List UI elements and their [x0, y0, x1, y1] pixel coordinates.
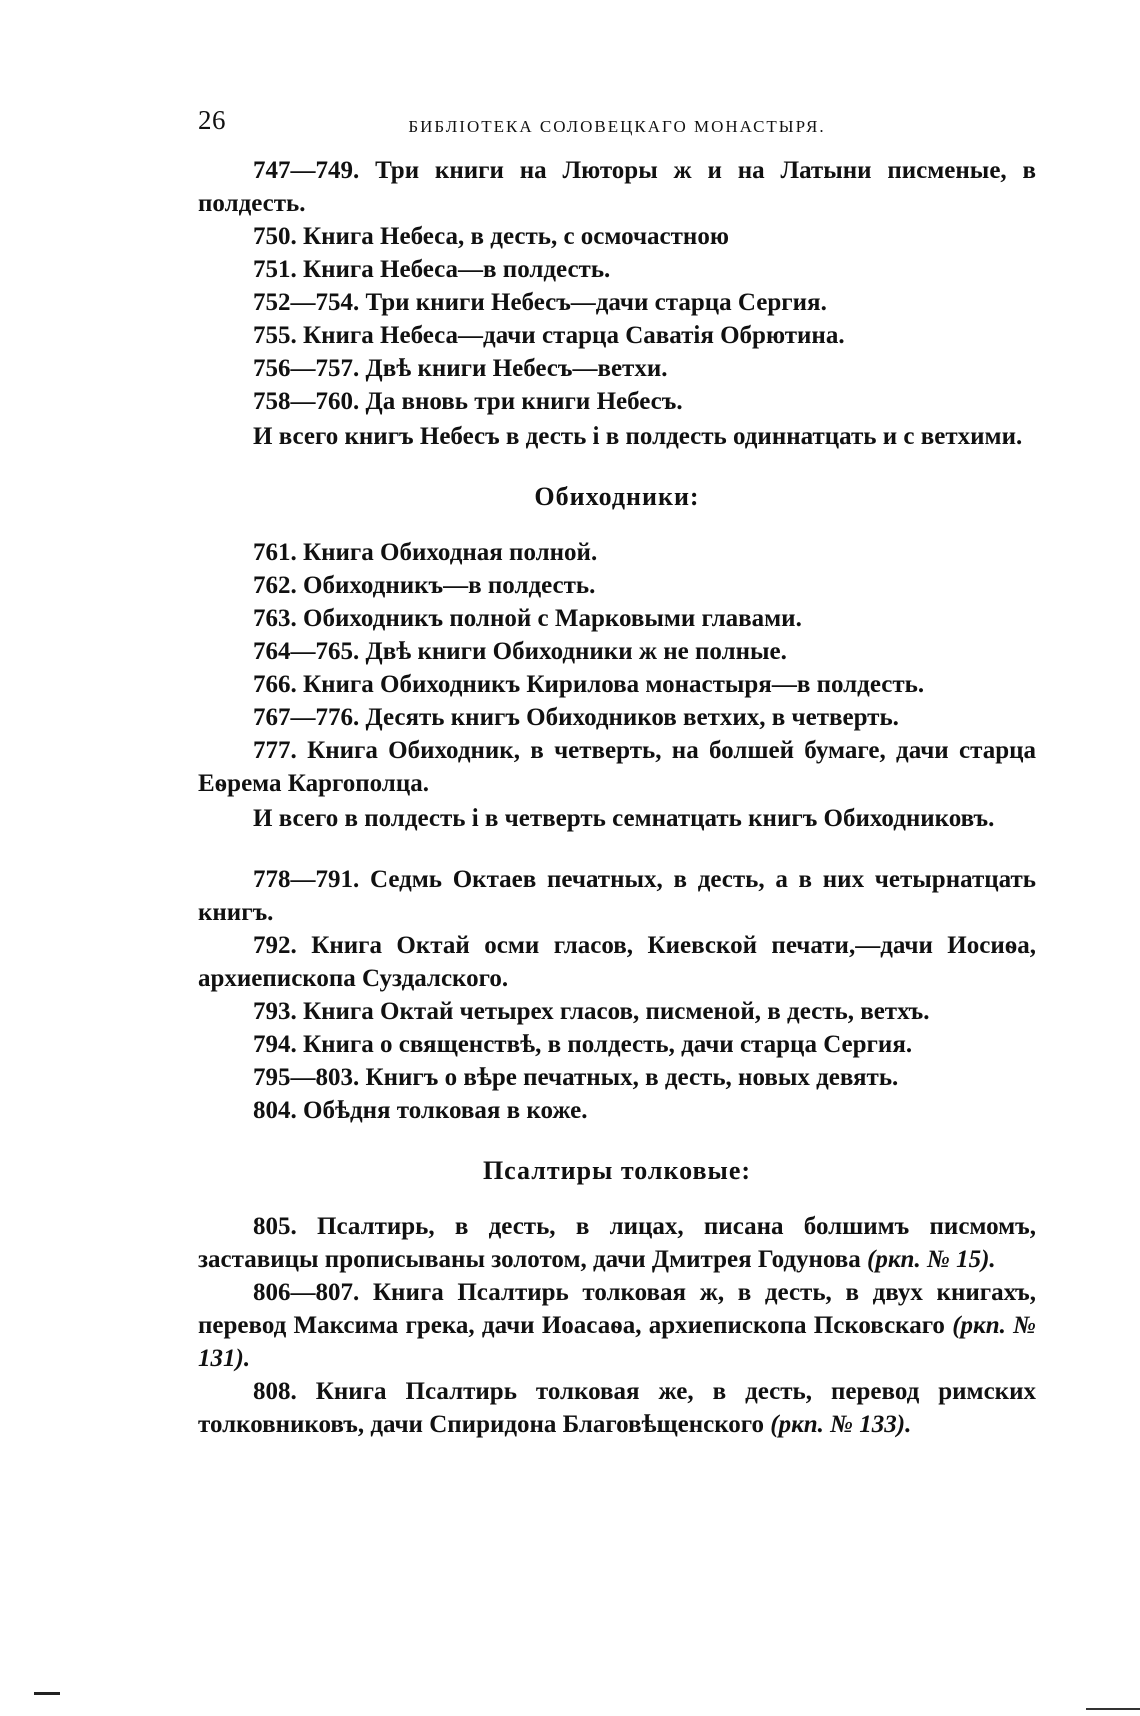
catalog-entry: 795—803. Книгъ о вѣре печатных, в десть, новых девять.: [253, 1064, 899, 1091]
catalog-entry: 751. Книга Небеса—в полдесть.: [253, 256, 611, 283]
catalog-entry: 758—760. Да вновь три книги Небесъ.: [253, 388, 683, 415]
catalog-entry: [198, 1276, 1036, 1375]
manuscript-reference: (ркп. № 133).: [770, 1411, 912, 1438]
catalog-entry: 750. Книга Небеса, в десть, с осмочастною: [253, 223, 729, 250]
entry-text: 808. Книга Псалтирь толковая же, в десть, перевод римских толковниковъ, дачи Спиридона Благовѣщенского: [198, 1378, 1036, 1438]
catalog-entry: 767—776. Десять книгъ Обиходников ветхих, в четверть.: [253, 704, 899, 731]
paragraph-gap: [198, 835, 1036, 863]
catalog-entry: 762. Обиходникъ—в полдесть.: [253, 572, 596, 599]
book-page: [198, 100, 1036, 1441]
running-title: БИБЛІОТЕКА СОЛОВЕЦКАГО МОНАСТЫРЯ.: [408, 117, 826, 136]
manuscript-reference: (ркп. № 131).: [198, 1312, 1037, 1372]
catalog-entry: 766. Книга Обиходникъ Кирилова монастыря—в полдесть.: [253, 671, 925, 698]
catalog-entry: 792. Книга Октай осми гласов, Киевской печати,—дачи Иосиѳа, архиепископа Суздалского.: [198, 932, 1036, 992]
catalog-summary: И всего в полдесть і в четверть семнатцать книгъ Обиходниковъ.: [253, 805, 995, 832]
catalog-entry: 763. Обиходникъ полной с Марковыми главами.: [253, 605, 802, 632]
catalog-entry: 793. Книга Октай четырех гласов, писменой, в десть, ветхъ.: [253, 998, 930, 1025]
catalog-entry: [198, 1375, 1036, 1441]
catalog-entry: 794. Книга о священствѣ, в полдесть, дачи старца Сергия.: [253, 1031, 913, 1058]
catalog-entry: 747—749. Три книги на Люторы ж и на Латыни писменые, в полдесть.: [198, 157, 1036, 217]
catalog-entry: [198, 1210, 1036, 1276]
page-number: 26: [198, 105, 226, 135]
corner-mark: [1086, 1708, 1140, 1710]
catalog-entry: 804. Обѣдня толковая в коже.: [253, 1097, 588, 1124]
entry-text: 806—807. Книга Псалтирь толковая ж, в десть, в двух книгахъ, перевод Максима грека, дачи Иоасаѳа, архиепископа Псковскаго: [198, 1279, 1036, 1339]
manuscript-reference: (ркп. № 15).: [867, 1246, 996, 1273]
catalog-entry: 778—791. Седмь Октаев печатных, в десть, а в них четырнатцать книгъ.: [198, 866, 1036, 926]
catalog-entry: 761. Книга Обиходная полной.: [253, 539, 598, 566]
margin-mark: [34, 1692, 60, 1695]
page-header: [198, 100, 1036, 140]
catalog-entry: 764—765. Двѣ книги Обиходники ж не полные.: [253, 638, 787, 665]
catalog-entry: 756—757. Двѣ книги Небесъ—ветхи.: [253, 355, 668, 382]
section-title-psaltiry: Псалтиры толковые:: [482, 1156, 752, 1185]
entry-text: 805. Псалтирь, в десть, в лицах, писана болшимъ писмомъ, заставицы прописываны золотом, дачи Дмитрея Годунова: [198, 1213, 1036, 1273]
catalog-entry: 777. Книга Обиходник, в четверть, на болшей бумаге, дачи старца Еѳрема Каргополца.: [198, 737, 1036, 797]
catalog-entry: 755. Книга Небеса—дачи старца Саватія Обрютина.: [253, 322, 845, 349]
catalog-entry: 752—754. Три книги Небесъ—дачи старца Сергия.: [253, 289, 827, 316]
catalog-summary: И всего книгъ Небесъ в десть і в полдесть одиннатцать и с ветхими.: [253, 423, 1023, 450]
section-title-obikhodniki: Обиходники:: [534, 482, 700, 511]
